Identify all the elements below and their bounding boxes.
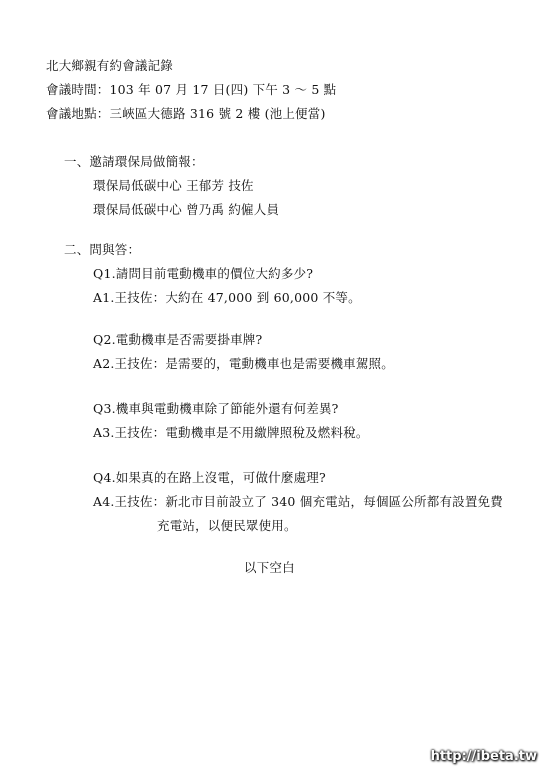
attendee-1: 環保局低碳中心 王郁芳 技佐 [93, 178, 254, 193]
question-3: Q3.機車與電動機車除了節能外還有何差異? [93, 401, 339, 416]
answer-1: A1.王技佐：大約在 47,000 到 60,000 不等。 [93, 290, 361, 305]
attendee-2: 環保局低碳中心 曾乃禹 約僱人員 [93, 202, 280, 217]
answer-4-continued: 充電站，以便民眾使用。 [157, 518, 297, 533]
meeting-location: 會議地點：三峽區大德路 316 號 2 樓 (池上便當) [46, 106, 326, 121]
document-title: 北大鄉親有約會議記錄 [46, 58, 174, 73]
question-4: Q4.如果真的在路上沒電，可做什麼處理? [93, 470, 326, 485]
section1-heading: 一、邀請環保局做簡報： [64, 154, 204, 169]
question-1: Q1.請問目前電動機車的價位大約多少? [93, 266, 314, 281]
answer-3: A3.王技佐：電動機車是不用繳牌照稅及燃料稅。 [93, 425, 369, 440]
watermark-url: http://ibeta.tw [430, 749, 537, 764]
answer-4: A4.王技佐：新北市目前設立了 340 個充電站，每個區公所都有設置免費 [93, 494, 503, 509]
end-of-document-text: 以下空白 [244, 560, 295, 575]
section2-heading: 二、問與答： [64, 242, 141, 257]
meeting-time: 會議時間：103 年 07 月 17 日(四) 下午 3 ～ 5 點 [46, 82, 337, 97]
answer-2: A2.王技佐：是需要的，電動機車也是需要機車駕照。 [93, 356, 394, 371]
question-2: Q2.電動機車是否需要掛車牌? [93, 332, 263, 347]
